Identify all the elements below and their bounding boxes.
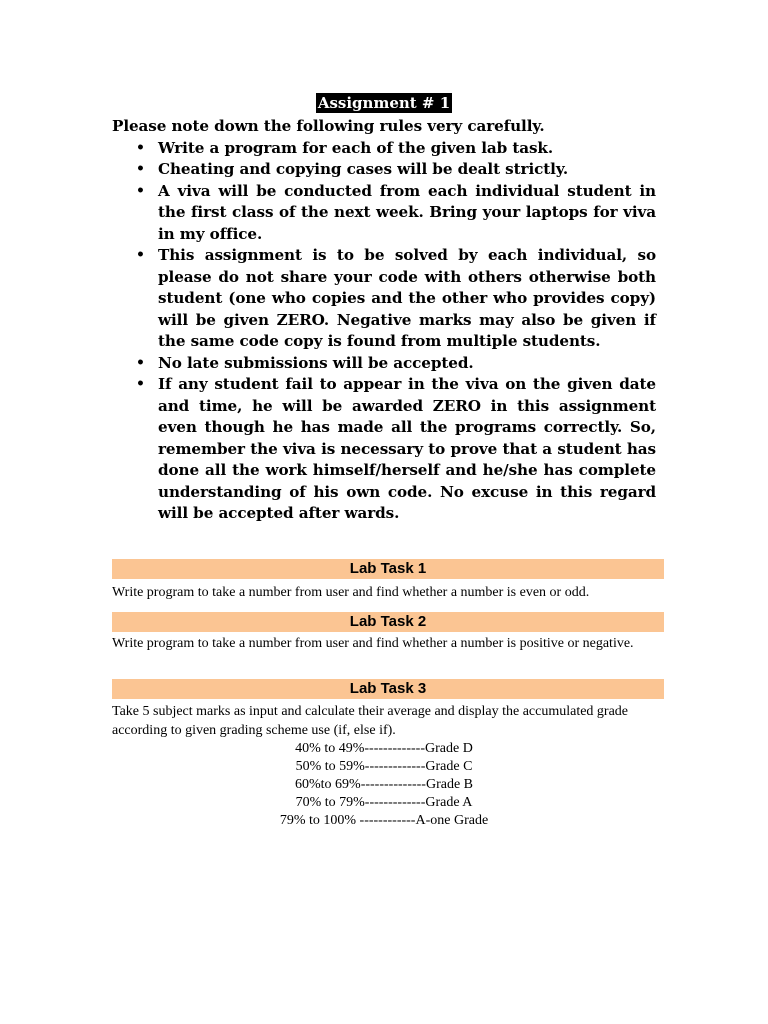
lab-task-2-header: Lab Task 2: [112, 612, 664, 632]
grade-row: 79% to 100% ------------A-one Grade: [279, 812, 489, 828]
rule-item: [112, 245, 656, 353]
bullet-icon: •: [136, 139, 145, 156]
rules-list: [112, 138, 656, 525]
rule-text: Write a program for each of the given lab task.: [158, 138, 554, 157]
rule-item: [112, 374, 656, 525]
lab-task-2: [112, 612, 656, 653]
rule-text: If any student fail to appear in the viva on the given date and time, he will be awarded ZERO in this assignment even though he has made all the programs correctly. So, remember the viva is necessary to prove that a student has done all the work himself/herself and he/she has complete understanding of his own code. No excuse in this regard will be accepted after wards.: [158, 375, 656, 522]
rule-item: [112, 353, 656, 375]
lab-task-3-header: Lab Task 3: [112, 679, 664, 699]
rule-item: [112, 138, 656, 160]
bullet-icon: •: [136, 376, 145, 392]
grade-row: 50% to 59%-------------Grade C: [295, 758, 473, 774]
bullet-icon: •: [136, 247, 145, 263]
lab-task-1-description: Write program to take a number from user and find whether a number is even or odd.: [112, 584, 590, 600]
rule-text: No late submissions will be accepted.: [158, 353, 474, 372]
assignment-title: Assignment # 1: [317, 94, 451, 112]
bullet-icon: •: [136, 161, 145, 177]
grade-row: 70% to 79%-------------Grade A: [295, 794, 473, 810]
lab-task-1-header: Lab Task 1: [112, 559, 664, 579]
lab-task-3-description: Take 5 subject marks as input and calculate their average and display the accumulated grade according to given grading scheme use (if, else if).: [112, 703, 629, 738]
rule-item: [112, 159, 656, 181]
grade-row: 40% to 49%-------------Grade D: [295, 740, 473, 756]
lab-task-1: [112, 559, 656, 602]
rules-intro: Please note down the following rules very carefully.: [112, 117, 545, 135]
bullet-icon: •: [136, 182, 145, 199]
rule-text: A viva will be conducted from each individual student in the first class of the next week. Bring your laptops for viva in my office.: [158, 181, 656, 243]
grading-scheme: [112, 740, 656, 830]
rule-item: [112, 181, 656, 246]
bullet-icon: •: [136, 354, 145, 371]
grade-row: 60%to 69%--------------Grade B: [294, 776, 474, 792]
rule-text: Cheating and copying cases will be dealt strictly.: [158, 160, 569, 178]
lab-task-3: [112, 679, 656, 830]
title-container: [112, 0, 656, 116]
rule-text: This assignment is to be solved by each individual, so please do not share your code with others otherwise both student (one who copies and the other who provides copy) will be given ZERO. Negative marks may also be given if the same code copy is found from multiple students.: [158, 246, 656, 350]
lab-task-2-description: Write program to take a number from user and find whether a number is positive or negative.: [112, 635, 634, 651]
